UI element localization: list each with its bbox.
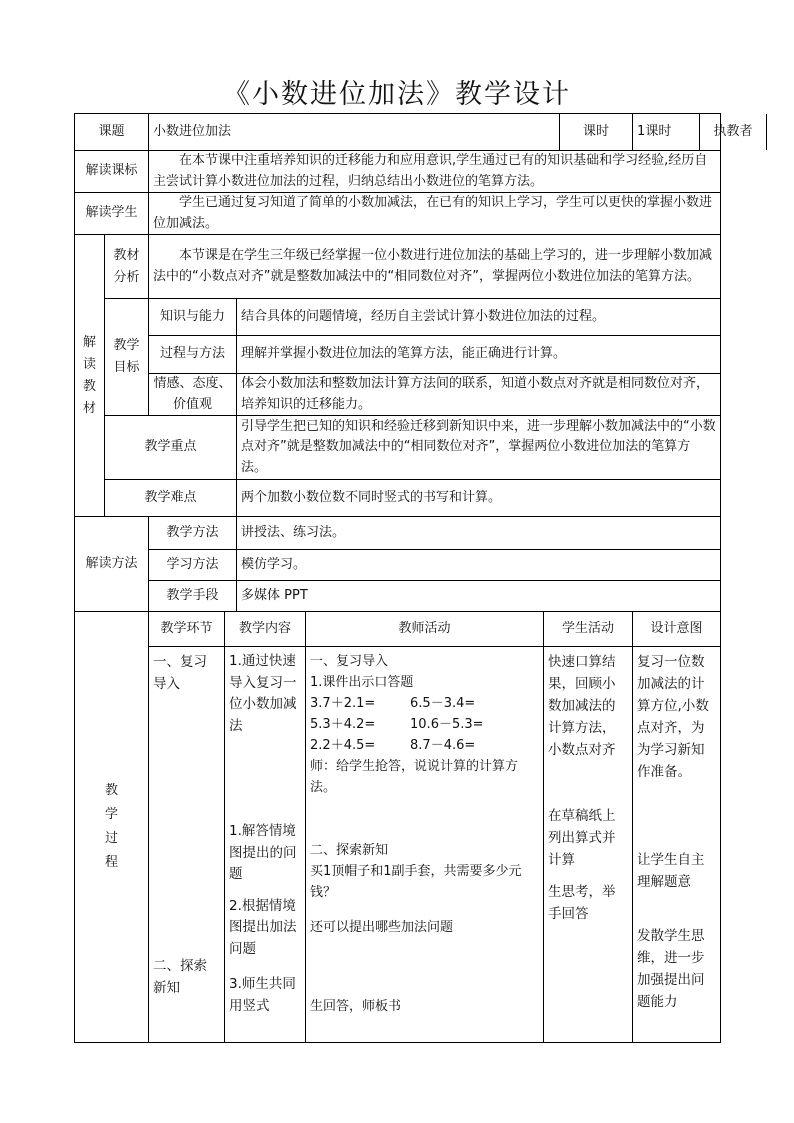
process-stages: [149, 647, 225, 1043]
row-goal-3: [75, 374, 721, 416]
textbook-group-text: 解读教材: [82, 334, 96, 416]
period-label: 课时: [560, 114, 633, 151]
header-teacher: 教师活动: [306, 612, 544, 647]
course-label: 课题: [75, 114, 149, 151]
calc-2a: 5.3＋4.2=: [310, 717, 376, 732]
content-answer: 1.解答情境图提出的问题: [229, 823, 297, 882]
content-vertical: 3.师生共同用竖式: [229, 976, 296, 1014]
method-1-label: 教学方法: [149, 517, 237, 550]
header-content: 教学内容: [225, 612, 306, 647]
content-review: 1.通过快速导入复习一位小数加减法: [229, 653, 297, 734]
calc-1a: 3.7＋2.1=: [310, 696, 376, 711]
analysis-label-text: 教材分析: [113, 247, 140, 285]
row-textbook-analysis: [75, 235, 721, 299]
lesson-plan-table: [74, 113, 753, 1043]
stage-explore: 二、探索新知: [153, 958, 208, 996]
goal-1-text: 结合具体的问题情境，经历自主尝试计算小数进位加法的过程。: [237, 299, 721, 336]
method-2-text: 模仿学习。: [237, 550, 721, 581]
teacher-explore-question: 买1顶帽子和1副手套，共需要多少元钱？: [310, 864, 522, 900]
row-standard: [75, 151, 721, 193]
goal-2-text: 理解并掌握小数进位加法的笔算方法，能正确进行计算。: [237, 336, 721, 374]
course-value: 小数进位加法: [149, 114, 560, 151]
process-contents: [225, 647, 306, 1043]
header-stage: 教学环节: [149, 612, 225, 647]
method-3-text: 多媒体 PPT: [237, 581, 721, 612]
teacher-explore-title: 二、探索新知: [310, 843, 389, 858]
process-teacher: [306, 647, 544, 1043]
content-ask: 2.根据情境图提出加法问题: [229, 897, 297, 957]
goal-2-label: 过程与方法: [149, 336, 237, 374]
standard-text: 在本节课中注重培养知识的迁移能力和应用意识,学生通过已有的知识基础和学习经验,经历自主尝试计算小数进位加法的过程，归纳总结出小数进位的笔算方法。: [149, 151, 721, 193]
teacher-board: 生回答，师板书: [310, 999, 402, 1014]
stage-review: 一、复习导入: [153, 654, 208, 692]
student-review: 快速口算结果，回顾小数加减法的计算方法，小数点对齐: [548, 654, 616, 758]
row-method-1: [75, 517, 721, 550]
row-method-3: [75, 581, 721, 612]
calc-2b: 10.6－5.3=: [410, 717, 484, 732]
standard-label: 解读课标: [75, 151, 149, 193]
analysis-text: 本节课是在学生三年级已经掌握一位小数进行进位加法的基础上学习的，进一步理解小数加减法中的“小数点对齐”就是整数加减法中的“相同数位对齐”，掌握两位小数进位加法的笔算方法。: [149, 235, 721, 299]
textbook-group-label: [75, 235, 105, 517]
method-1-text: 讲授法、练习法。: [237, 517, 721, 550]
teacher-review-sub: 1.课件出示口答题: [310, 675, 414, 690]
intent-review: 复习一位数加减法的计算方位,小数点对齐，为为学习新知作准备。: [637, 654, 709, 780]
intent-explore: 让学生自主理解题意: [637, 852, 705, 890]
header-intent: 设计意图: [633, 612, 721, 647]
calc-row-1: [310, 693, 539, 714]
student-think: 生思考，举手回答: [548, 884, 616, 922]
process-group-text: 教学过程: [104, 783, 118, 870]
goals-label-text: 教学目标: [113, 338, 140, 375]
row-process-header: [75, 612, 721, 647]
row-goal-2: [75, 336, 721, 374]
goal-1-label: 知识与能力: [149, 299, 237, 336]
difficulty-label: 教学难点: [105, 480, 237, 517]
key-text: 引导学生把已知的知识和经验迁移到新知识中来，进一步理解小数加减法中的“小数点对齐”就是整数加减法中的“相同数位对齐”，掌握两位小数进位加法的笔算方法。: [237, 416, 721, 480]
students-label: 解读学生: [75, 193, 149, 235]
teacher-review-note: 师：给学生抢答，说说计算的计算方法。: [310, 759, 519, 795]
analysis-label: [105, 235, 149, 299]
page-title: 《小数进位加法》教学设计: [223, 79, 571, 110]
student-explore: 在草稿纸上列出算式并计算: [548, 808, 616, 868]
methods-group-label: 解读方法: [75, 517, 149, 612]
process-intents: [633, 647, 721, 1043]
row-goal-1: [75, 299, 721, 336]
key-label: 教学重点: [105, 416, 237, 480]
calc-row-2: [310, 714, 539, 735]
students-text: 学生已通过复习知道了简单的小数加减法，在已有的知识上学习，学生可以更快的掌握小数进位加减法。: [149, 193, 721, 235]
teacher-more-question: 还可以提出哪些加法问题: [310, 920, 454, 935]
process-group-label: [75, 612, 149, 1043]
goal-3-text: 体会小数加法和整数加法计算方法间的联系，知道小数点对齐就是相同数位对齐，培养知识的迁移能力。: [237, 374, 721, 416]
period-value: 1课时: [633, 114, 700, 150]
goal-3-label: 情感、态度、价值观: [149, 374, 237, 416]
row-key: [75, 416, 721, 480]
calc-row-3: [310, 735, 539, 756]
process-students: [544, 647, 633, 1043]
method-3-label: 教学手段: [149, 581, 237, 612]
calc-3b: 8.7－4.6=: [410, 738, 476, 753]
row-course: [75, 114, 721, 151]
goals-label: [105, 299, 149, 416]
difficulty-text: 两个加数小数位数不同时竖式的书写和计算。: [237, 480, 721, 517]
calc-3a: 2.2＋4.5=: [310, 738, 376, 753]
method-2-label: 学习方法: [149, 550, 237, 581]
row-process-body: [75, 647, 721, 1043]
row-method-2: [75, 550, 721, 581]
header-student: 学生活动: [544, 612, 633, 647]
teacher-label: 执教者: [700, 114, 767, 150]
intent-think: 发散学生思维，进一步加强提出问题能力: [637, 928, 705, 1010]
period-teacher-cell: [633, 114, 753, 151]
teacher-review-title: 一、复习导入: [310, 654, 389, 669]
calc-1b: 6.5－3.4=: [410, 696, 476, 711]
row-difficulty: [75, 480, 721, 517]
row-students: [75, 193, 721, 235]
